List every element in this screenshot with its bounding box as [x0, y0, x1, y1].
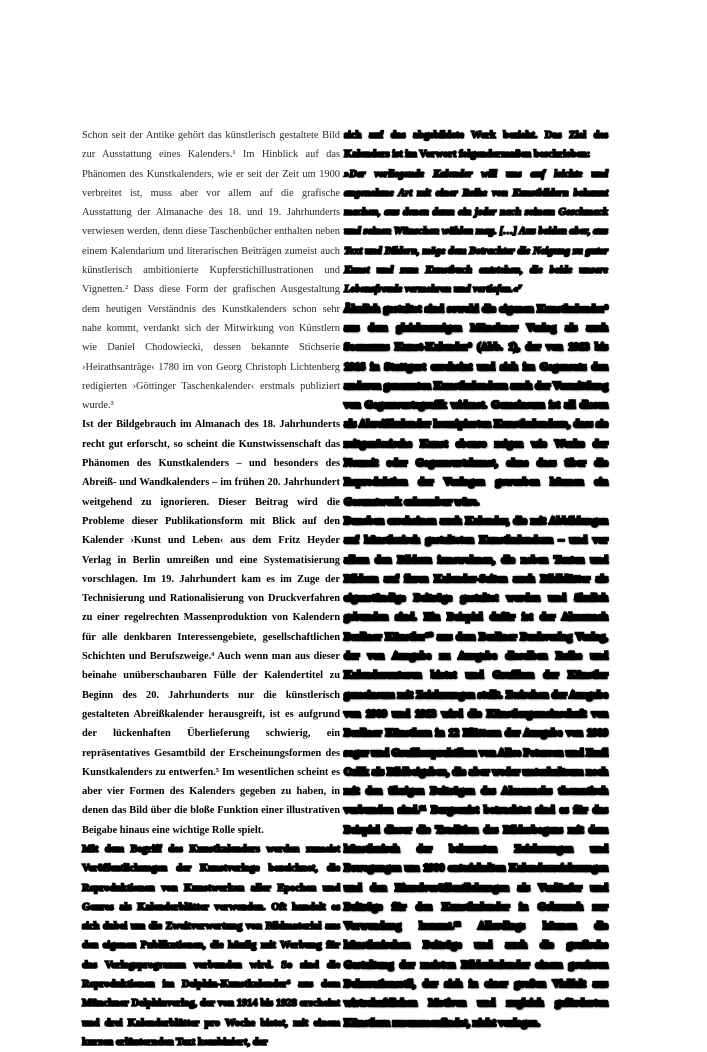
- paragraph-similar: Ähnlich gestaltet sind sowohl die eigenen Kunstkalender⁸ aus dem gleichnamigen Münchner Verlag als auch Seemanns Kunst-Kalender⁹ (Abb. 1), der von 1913 bis 1916 in Stuttgart erscheint und sich im Gegensatz den anderen genannten Kunstkalendern auch der Vermittlung von Gegenwartsgrafik widmet. Gemeinsam ist all diesen als Abreißkalender konzipierten Kunstkalendern, dass sie zeitgenössische Kunst ebenso zeigen wie Werke der Neuzeit oder Gegenwartskunst, ohne dass über die Reproduktion der Vorlagen geworben können ein Gesamtwerk erkennbar wäre.: [344, 303, 608, 508]
- paragraph-continuation: sich auf das abgebildete Werk bezieht. Das Ziel des Kalenders ist im Vorwort folgendermaßen beschrieben:: [344, 130, 608, 161]
- left-column: [82, 126, 340, 1052]
- paragraph-research: Ist der Bildgebrauch im Almanach des 18. Jahrhunderts recht gut erforscht, so scheint die Kunstwissenschaft das Phänomen des Kunstkalenders – und besonders des Abreiß- und Wandkalenders – im frühen 20. Jahrhundert weitgehend zu ignorieren. Dieser Beitrag wird die Probleme dieser Publikationsform mit Blick auf den Kalender ›Kunst und Leben‹ aus dem Fritz Heyder Verlag in Berlin umreißen und eine Systematisierung vorschlagen. Im 19. Jahrhundert kam es im Zuge der Technisierung und Rationalisierung von Druckverfahren zu einer regelrechten Massenproduktion von Kalendern für alle denkbaren Interessengebiete, gesellschaftlichen Schichten und Berufszweige.⁴ Auch wenn man aus dieser beinahe unüberschaubaren Fülle der Kalendertitel zu Beginn des 20. Jahrhunderts nur die künstlerisch gestalteten Abreißkalender herausgreift, ist es aufgrund der lückenhaften Überlieferung schwierig, ein repräsentatives Gesamtbild der Erscheinungsformen des Kunstkalenders zu entwerfen.⁵ Im wesentlichen scheint es aber vier Formen des Kalenders gegeben zu haben, in denen das Bild über die bloße Funktion einer illustrativen Beigabe hinaus eine wichtige Rolle spielt.: [82, 419, 340, 836]
- paragraph-almanach: Daneben erscheinen auch Kalender, die mit Abbildungen auf künstlerisch gestalteten Kunstkalendern – und vor allem den Bildern innewohnen, die neben Texten und Bildern auf ihren Kalender-Seiten auch Bildblätter als eigenständige Beiträge gestaltet werden und ähnlich gebunden sind. Ein Beispiel dafür ist der Almanach Berliner Künstler¹⁰ aus dem Berliner Buchverlag Verlag, der von Ausgabe zu Ausgabe dieselben Reihe und Kalenderautoren bietet und Grafiken der Künstler gemeinsam mit Zeichnungen stellt. Zwischen der Ausgabe von 1909 und 1913 wird die Künstlergemeinschaft von Berliner Künstlern in 12 Blättern der Ausgabe von 1909 sogar und Grafikerpraktiken von Alice Peterson und Emil Orlik als Bildbeigaben, die aber weder unterhaltsam noch mit den übrigen Beiträgen des Almanachs thematisch verbunden sind.¹¹ Bergsonist betrachtet sind es für das Beispiel dieser die Tradition des Bilderbogens mit dem künstlerisch der bekannten Zeichnungen und Bewegungen um 1900 entwickelten Kalenderzeichnungen und den Einzelveröffentlichungen als Vorläufer und Beiträge für den Kunstkalender in Gebrauch zur Verwendung kommt.¹² Allerdings können die künstlerischen Beiträge und auch die grafische Gestaltung der meisten Bilderkalender einem gewissen Dekorationsstil, der sich in einer großen Vielfalt aus wirtschaftlichen Motiven und zugleich geförderten Künstlern zusammenfindet, nicht vorlegen.: [344, 515, 608, 1029]
- block-quote: »Der vorliegende Kalender will uns auf leichte und angenehme Art mit einer Reihe von Kunstbildern bekannt machen, aus denen dann ein jeder nach seinem Geschmack und seinen Wünschen wählen mag. […] Aus beiden aber, aus Text und Bildern, möge dem Betrachter die Neigung zu guter Kunst und zum Kunstbuch entstehen, die beide unsere Lebensfreude vermehren und vertiefen.«⁷: [344, 168, 608, 296]
- paragraph-kunstkalender: Mit dem Begriff des Kunstkalenders werden zumeist Veröffentlichungen der Kunstverlage bezeichnet, die Reproduktionen von Kunstwerken aller Epochen und Genres als Kalenderblätter verwenden. Oft handelt es sich dabei um die Zweitverwertung von Bildmaterial aus den eigenen Publikationen, die häufig mit Werbung für das Verlagsprogramm verbunden wird. So sind die Reproduktionen im Delphin-Kunstkalender⁶ aus dem Münchner Delphinverlag, der von 1914 bis 1928 erscheint und drei Kalenderblätter pro Woche bietet, mit einem kurzen erläuternden Text kombiniert, der: [82, 843, 340, 1048]
- right-column: [344, 126, 608, 1033]
- paragraph-intro: Schon seit der Antike gehört das künstlerisch gestaltete Bild zur Ausstattung eines Kalenders.¹ Im Hinblick auf das Phänomen des Kunstkalenders, wie er seit der Zeit um 1900 verbreitet ist, muss aber vor allem auf die grafische Ausstattung der Almanache des 18. und 19. Jahrhunderts verwiesen werden, denn diese Taschenbücher enthalten neben einem Kalendarium und literarischen Beiträgen zumeist auch künstlerisch ambitionierte Kupferstichillustrationen und Vignetten.² Dass diese Form der grafischen Ausgestaltung dem heutigen Verständnis des Kunstkalenders schon sehr nahe kommt, verdankt sich der Mitwirkung von Künstlern wie Daniel Chodowiecki, dessen bekannte Stichserie ›Heirathsanträge‹ 1780 im von Georg Christoph Lichtenberg redigierten ›Göttinger Taschenkalender‹ erstmals publiziert wurde.³: [82, 130, 340, 412]
